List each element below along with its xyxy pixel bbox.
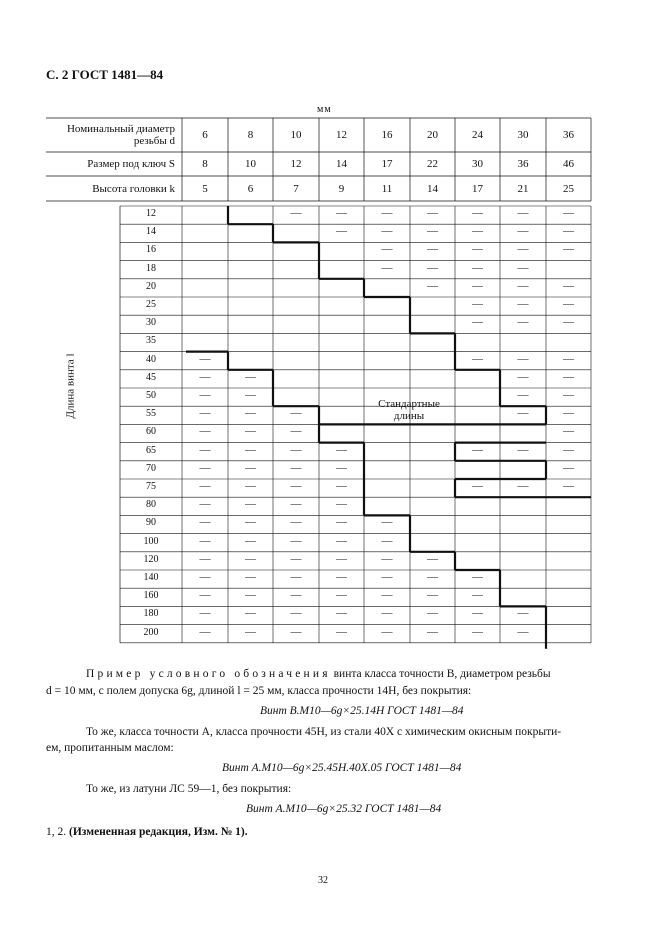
dash-mark: — [517, 625, 529, 638]
dash-mark: — [245, 443, 256, 456]
header-label-line: резьбы d [133, 135, 175, 147]
length-label: 75 [146, 481, 156, 492]
dash-mark: — [336, 534, 347, 547]
length-label: 14 [146, 226, 156, 238]
dash-mark: — [336, 625, 347, 638]
header-value: 17 [472, 182, 483, 195]
dash-mark: — [199, 552, 211, 565]
header-label [50, 123, 175, 147]
header-value: 16 [381, 129, 393, 141]
dash-mark: — [472, 316, 483, 329]
dash-mark: — [517, 480, 529, 492]
dash-mark: — [199, 534, 211, 547]
length-label: 80 [146, 499, 156, 511]
dash-mark: — [245, 389, 256, 401]
dash-mark: — [199, 516, 211, 529]
header-value: 6 [202, 129, 208, 141]
length-label: 140 [143, 572, 159, 583]
dash-mark: — [336, 225, 347, 238]
dash-mark: — [517, 298, 529, 310]
footnote [46, 824, 248, 840]
dash-mark: — [427, 243, 438, 256]
header-value: 5 [202, 182, 208, 195]
dash-mark: — [290, 552, 302, 565]
dash-mark: — [290, 443, 302, 456]
paragraph-2-line-2: ем, пропитанным маслом: [46, 742, 174, 754]
dash-mark: — [199, 480, 211, 492]
header-value: 36 [563, 129, 574, 141]
dash-mark: — [199, 370, 211, 383]
header-value: 30 [517, 129, 529, 141]
dash-mark: — [199, 443, 211, 456]
designation-2: Винт А.М10—6g×25.45H.40X.05 ГОСТ 1481—84 [222, 762, 462, 774]
dash-mark: — [563, 480, 574, 492]
header-value: 8 [202, 158, 208, 170]
dash-mark: — [563, 352, 574, 365]
header-value: 25 [563, 182, 574, 195]
header-value: 24 [472, 129, 483, 141]
length-label: 25 [146, 299, 156, 310]
dash-mark: — [563, 298, 574, 310]
dash-mark: — [563, 370, 574, 383]
length-label: 40 [146, 353, 156, 365]
dash-mark: — [199, 352, 211, 365]
header-value: 11 [381, 182, 393, 195]
page-number: 32 [318, 875, 328, 886]
dash-mark: — [199, 571, 211, 583]
length-label: 45 [146, 371, 156, 383]
dash-mark: — [517, 607, 529, 620]
dash-mark: — [290, 480, 302, 492]
dash-mark: — [245, 480, 256, 492]
length-label: 20 [146, 280, 156, 292]
dash-mark: — [563, 207, 574, 219]
footnote-bold: (Измененная редакция, Изм. № 1). [69, 826, 248, 838]
standard-lengths-line-2: длины [393, 410, 425, 422]
example-paragraph-line-1 [86, 666, 551, 682]
dash-mark: — [336, 498, 347, 511]
header-value: 36 [517, 158, 529, 170]
header-value: 21 [517, 182, 529, 195]
header-value: 12 [290, 158, 302, 170]
dash-mark: — [517, 407, 529, 420]
dash-mark: — [472, 225, 483, 238]
header-label [50, 158, 175, 170]
dash-mark: — [381, 607, 393, 620]
length-label: 18 [146, 262, 156, 274]
dash-mark: — [427, 625, 438, 638]
length-label: 50 [146, 390, 156, 401]
dash-mark: — [199, 389, 211, 401]
dash-mark: — [381, 625, 393, 638]
dash-mark: — [290, 498, 302, 511]
dash-mark: — [472, 279, 483, 292]
header-value: 14 [427, 182, 438, 195]
dash-mark: — [245, 571, 256, 583]
dash-mark: — [199, 461, 211, 474]
example-text: винта класса точности В, диаметром резьбы [330, 668, 551, 680]
header-value: 6 [247, 182, 254, 195]
dash-mark: — [563, 389, 574, 401]
dash-mark: — [381, 552, 393, 565]
dash-mark: — [336, 607, 347, 620]
dash-mark: — [290, 461, 302, 474]
header-value: 30 [472, 158, 483, 170]
dash-mark: — [290, 534, 302, 547]
dash-mark: — [290, 607, 302, 620]
dash-mark: — [290, 425, 302, 438]
header-value: 10 [290, 129, 302, 141]
dash-mark: — [245, 498, 256, 511]
standard-lengths-label [364, 398, 454, 422]
dash-mark: — [517, 316, 529, 329]
designation-3: Винт А.М10—6g×25.32 ГОСТ 1481—84 [246, 803, 442, 815]
dash-mark: — [427, 571, 438, 583]
dash-mark: — [336, 552, 347, 565]
length-label: 100 [143, 535, 159, 547]
footnote-number: 1, 2. [46, 826, 69, 838]
dash-mark: — [563, 225, 574, 238]
dash-mark: — [517, 389, 529, 401]
dash-mark: — [290, 516, 302, 529]
dash-mark: — [563, 461, 574, 474]
dash-mark: — [427, 225, 438, 238]
dash-mark: — [472, 261, 483, 274]
header-label-line: Высота головки k [92, 182, 175, 195]
dash-mark: — [472, 352, 483, 365]
dash-mark: — [563, 407, 574, 420]
dash-mark: — [517, 370, 529, 383]
dash-mark: — [381, 225, 393, 238]
dash-mark: — [517, 279, 529, 292]
length-label: 30 [146, 317, 156, 329]
units-label: мм [317, 104, 332, 115]
length-label: 90 [146, 517, 156, 529]
dash-mark: — [381, 589, 393, 602]
header-value: 8 [247, 129, 254, 141]
dash-mark: — [245, 407, 256, 420]
dash-mark: — [563, 425, 574, 438]
dash-mark: — [517, 261, 529, 274]
header-value: 22 [427, 158, 438, 170]
page-header: С. 2 ГОСТ 1481—84 [46, 67, 164, 82]
dash-mark: — [336, 443, 347, 456]
dash-mark: — [336, 516, 347, 529]
dash-mark: — [381, 571, 393, 583]
header-label-line: Размер под ключ S [87, 158, 175, 170]
dash-mark: — [336, 589, 347, 602]
example-paragraph-line-2: d = 10 мм, с полем допуска 6g, длиной l = 25 мм, класса прочности 14H, без покрытия: [46, 685, 472, 697]
dash-mark: — [381, 261, 393, 274]
dash-mark: — [563, 243, 574, 256]
dash-mark: — [563, 443, 574, 456]
dash-mark: — [199, 607, 211, 620]
dash-mark: — [472, 607, 483, 620]
dash-mark: — [381, 534, 393, 547]
dash-mark: — [472, 625, 483, 638]
dash-mark: — [245, 625, 256, 638]
dash-mark: — [472, 298, 483, 310]
dash-mark: — [427, 207, 438, 219]
paragraph-3: То же, из латуни ЛС 59—1, без покрытия: [86, 783, 292, 795]
dash-mark: — [517, 243, 529, 256]
dash-mark: — [427, 552, 438, 565]
paragraph-2-line-1: То же, класса точности А, класса прочности 45H, из стали 40X с химическим окисным покрыти- [86, 726, 562, 738]
header-label-line: Номинальный диаметр [66, 123, 175, 135]
dash-mark: — [336, 207, 347, 219]
dash-mark: — [290, 589, 302, 602]
dash-mark: — [472, 589, 483, 602]
length-label: 12 [146, 208, 156, 219]
dash-mark: — [517, 443, 529, 456]
length-label: 60 [146, 426, 156, 438]
length-label: 65 [146, 444, 156, 456]
length-label: 70 [146, 462, 156, 474]
dash-mark: — [245, 589, 256, 602]
header-value: 10 [245, 158, 256, 170]
dash-mark: — [472, 480, 483, 492]
header-value: 46 [563, 158, 574, 170]
length-label: 35 [146, 335, 156, 347]
header-value: 12 [336, 129, 347, 141]
dash-mark: — [199, 407, 211, 420]
dash-mark: — [290, 407, 302, 420]
dash-mark: — [245, 607, 256, 620]
dash-mark: — [563, 279, 574, 292]
length-axis-label: Длина винта l [64, 353, 77, 419]
dash-mark: — [381, 516, 393, 529]
header-label [50, 183, 175, 195]
dash-mark: — [290, 571, 302, 583]
dash-mark: — [517, 207, 529, 219]
dash-mark: — [563, 316, 574, 329]
dash-mark: — [245, 461, 256, 474]
dash-mark: — [381, 207, 393, 219]
dash-mark: — [427, 261, 438, 274]
dash-mark: — [336, 461, 347, 474]
dash-mark: — [290, 625, 302, 638]
length-label: 55 [146, 408, 156, 420]
dash-mark: — [199, 589, 211, 602]
dash-mark: — [336, 571, 347, 583]
dash-mark: — [245, 534, 256, 547]
dash-mark: — [517, 225, 529, 238]
length-label: 16 [146, 244, 156, 256]
dash-mark: — [472, 207, 483, 219]
dash-mark: — [472, 243, 483, 256]
example-heading: Пример условного обозначения [86, 668, 331, 680]
designation-1: Винт В.М10—6g×25.14H ГОСТ 1481—84 [260, 705, 464, 717]
dash-mark: — [427, 279, 438, 292]
dash-mark: — [199, 498, 211, 511]
dash-mark: — [517, 352, 529, 365]
dash-mark: — [336, 480, 347, 492]
length-label: 120 [143, 553, 159, 565]
header-value: 14 [336, 158, 347, 170]
dash-mark: — [245, 370, 256, 383]
dash-mark: — [427, 607, 438, 620]
dash-mark: — [290, 207, 302, 219]
dash-mark: — [472, 443, 483, 456]
dash-mark: — [472, 571, 483, 583]
header-value: 9 [338, 182, 345, 195]
length-label: 180 [143, 608, 159, 620]
dash-mark: — [245, 516, 256, 529]
length-label: 160 [143, 590, 159, 602]
dash-mark: — [199, 625, 211, 638]
dash-mark: — [381, 243, 393, 256]
dash-mark: — [245, 552, 256, 565]
length-label: 200 [143, 626, 159, 638]
header-value: 20 [427, 129, 438, 141]
dash-mark: — [245, 425, 256, 438]
standard-lengths-line-1: Стандартные [378, 398, 440, 410]
dash-mark: — [199, 425, 211, 438]
header-value: 17 [381, 158, 393, 170]
header-value: 7 [293, 182, 299, 195]
dash-mark: — [427, 589, 438, 602]
